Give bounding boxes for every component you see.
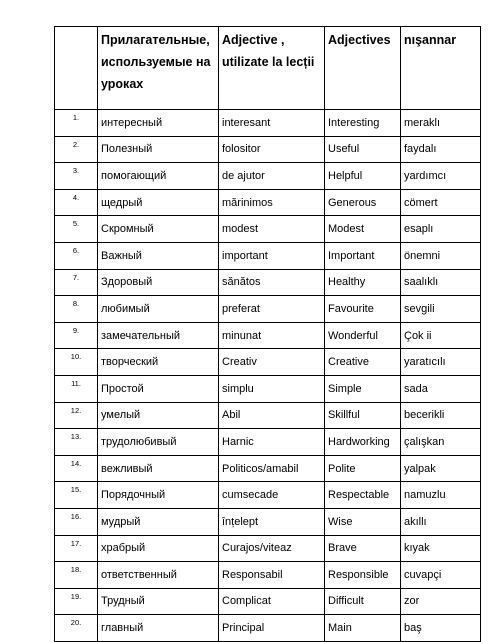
row-number: 11. [55, 375, 98, 402]
row-number: 13. [55, 429, 98, 456]
table-row [55, 375, 481, 402]
turkish-cell: yalpak [401, 455, 481, 482]
romanian-cell: Principal [219, 615, 325, 642]
table-row [55, 429, 481, 456]
header-number [55, 27, 98, 110]
header-romanian: Adjective , utilizate la lecții [219, 27, 325, 110]
turkish-cell: çalışkan [401, 429, 481, 456]
table-row [55, 296, 481, 323]
turkish-cell: saalıklı [401, 269, 481, 296]
row-number: 9. [55, 322, 98, 349]
russian-cell: ответственный [98, 562, 219, 589]
russian-cell: замечательный [98, 322, 219, 349]
romanian-cell: interesant [219, 110, 325, 137]
english-cell: Wise [325, 508, 401, 535]
adjectives-table [54, 26, 481, 642]
row-number: 15. [55, 482, 98, 509]
row-number: 20. [55, 615, 98, 642]
table-row [55, 562, 481, 589]
romanian-cell: Creativ [219, 349, 325, 376]
header-russian: Прилагательные, используемые на уроках [98, 27, 219, 110]
romanian-cell: Politicos/amabil [219, 455, 325, 482]
romanian-cell: Abil [219, 402, 325, 429]
table-row [55, 242, 481, 269]
row-number: 16. [55, 508, 98, 535]
russian-cell: храбрый [98, 535, 219, 562]
row-number: 10. [55, 349, 98, 376]
row-number: 7. [55, 269, 98, 296]
romanian-cell: Complicat [219, 588, 325, 615]
turkish-cell: Çok ii [401, 322, 481, 349]
row-number: 2. [55, 136, 98, 163]
romanian-cell: important [219, 242, 325, 269]
romanian-cell: Harnic [219, 429, 325, 456]
russian-cell: Трудный [98, 588, 219, 615]
turkish-cell: zor [401, 588, 481, 615]
turkish-cell: akıllı [401, 508, 481, 535]
romanian-cell: preferat [219, 296, 325, 323]
russian-cell: Порядочный [98, 482, 219, 509]
romanian-cell: cumsecade [219, 482, 325, 509]
english-cell: Hardworking [325, 429, 401, 456]
row-number: 19. [55, 588, 98, 615]
table-row [55, 322, 481, 349]
russian-cell: помогающий [98, 163, 219, 190]
turkish-cell: namuzlu [401, 482, 481, 509]
english-cell: Generous [325, 189, 401, 216]
english-cell: Respectable [325, 482, 401, 509]
russian-cell: интересный [98, 110, 219, 137]
turkish-cell: sada [401, 375, 481, 402]
english-cell: Healthy [325, 269, 401, 296]
russian-cell: вежливый [98, 455, 219, 482]
english-cell: Modest [325, 216, 401, 243]
header-row [55, 27, 481, 110]
table-row [55, 269, 481, 296]
romanian-cell: mărinimos [219, 189, 325, 216]
turkish-cell: baş [401, 615, 481, 642]
romanian-cell: de ajutor [219, 163, 325, 190]
english-cell: Interesting [325, 110, 401, 137]
table-row [55, 615, 481, 642]
english-cell: Creative [325, 349, 401, 376]
english-cell: Useful [325, 136, 401, 163]
russian-cell: Полезный [98, 136, 219, 163]
turkish-cell: faydalı [401, 136, 481, 163]
english-cell: Wonderful [325, 322, 401, 349]
russian-cell: Простой [98, 375, 219, 402]
russian-cell: главный [98, 615, 219, 642]
romanian-cell: înțelept [219, 508, 325, 535]
table-row [55, 588, 481, 615]
english-cell: Simple [325, 375, 401, 402]
english-cell: Responsible [325, 562, 401, 589]
turkish-cell: kıyak [401, 535, 481, 562]
header-english: Adjectives [325, 27, 401, 110]
turkish-cell: cuvapçi [401, 562, 481, 589]
table-row [55, 402, 481, 429]
turkish-cell: becerikli [401, 402, 481, 429]
english-cell: Important [325, 242, 401, 269]
turkish-cell: sevgili [401, 296, 481, 323]
row-number: 12. [55, 402, 98, 429]
table-row [55, 110, 481, 137]
turkish-cell: yaratıcılı [401, 349, 481, 376]
english-cell: Polite [325, 455, 401, 482]
romanian-cell: simplu [219, 375, 325, 402]
table-row [55, 136, 481, 163]
romanian-cell: modest [219, 216, 325, 243]
row-number: 1. [55, 110, 98, 137]
table-row [55, 189, 481, 216]
row-number: 14. [55, 455, 98, 482]
turkish-cell: cömert [401, 189, 481, 216]
russian-cell: трудолюбивый [98, 429, 219, 456]
row-number: 17. [55, 535, 98, 562]
romanian-cell: Responsabil [219, 562, 325, 589]
english-cell: Skillful [325, 402, 401, 429]
table-row [55, 482, 481, 509]
turkish-cell: meraklı [401, 110, 481, 137]
english-cell: Favourite [325, 296, 401, 323]
table-row [55, 163, 481, 190]
russian-cell: творческий [98, 349, 219, 376]
turkish-cell: yardımcı [401, 163, 481, 190]
romanian-cell: Curajos/viteaz [219, 535, 325, 562]
english-cell: Difficult [325, 588, 401, 615]
row-number: 18. [55, 562, 98, 589]
turkish-cell: önemni [401, 242, 481, 269]
english-cell: Helpful [325, 163, 401, 190]
turkish-cell: esaplı [401, 216, 481, 243]
table-row [55, 535, 481, 562]
russian-cell: мудрый [98, 508, 219, 535]
table-row [55, 508, 481, 535]
russian-cell: умелый [98, 402, 219, 429]
table-body [55, 110, 481, 642]
russian-cell: щедрый [98, 189, 219, 216]
romanian-cell: minunat [219, 322, 325, 349]
header-turkish: nışannar [401, 27, 481, 110]
russian-cell: Скромный [98, 216, 219, 243]
romanian-cell: folositor [219, 136, 325, 163]
russian-cell: Здоровый [98, 269, 219, 296]
romanian-cell: sănătos [219, 269, 325, 296]
table-row [55, 216, 481, 243]
row-number: 8. [55, 296, 98, 323]
row-number: 5. [55, 216, 98, 243]
english-cell: Main [325, 615, 401, 642]
russian-cell: любимый [98, 296, 219, 323]
table-row [55, 349, 481, 376]
row-number: 3. [55, 163, 98, 190]
table-row [55, 455, 481, 482]
row-number: 6. [55, 242, 98, 269]
russian-cell: Важный [98, 242, 219, 269]
english-cell: Brave [325, 535, 401, 562]
row-number: 4. [55, 189, 98, 216]
